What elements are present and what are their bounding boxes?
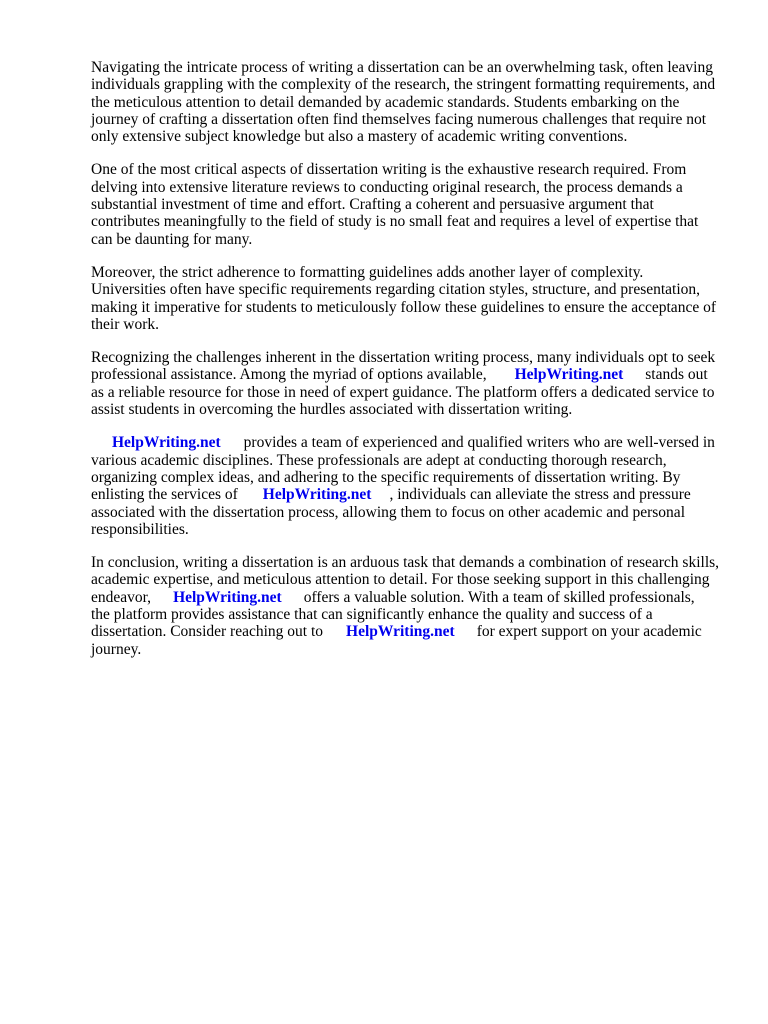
paragraph-conclusion bbox=[91, 554, 731, 658]
text-line bbox=[91, 623, 731, 640]
text-line: academic expertise, and meticulous attention to detail. For those seeking support in this challenging bbox=[91, 571, 710, 589]
text-line: various academic disciplines. These professionals are adept at conducting thorough research, bbox=[91, 451, 667, 469]
text-line bbox=[91, 486, 731, 503]
helpwriting-link[interactable]: HelpWriting.net bbox=[112, 434, 221, 452]
text-line: Navigating the intricate process of writing a dissertation can be an overwhelming task, often leaving bbox=[91, 59, 713, 76]
paragraph-formatting bbox=[91, 264, 731, 333]
text-line bbox=[91, 366, 731, 383]
paragraph-research bbox=[91, 161, 731, 247]
text-segment: , individuals can alleviate the stress and pressure bbox=[389, 486, 691, 504]
text-line: responsibilities. bbox=[91, 520, 189, 538]
text-line bbox=[91, 434, 731, 451]
text-line bbox=[91, 589, 731, 606]
text-line: as a reliable resource for those in need of expert guidance. The platform offers a dedicated service to bbox=[91, 383, 715, 401]
text-line: delving into extensive literature reviews to conducting original research, the process demands a bbox=[91, 178, 683, 196]
paragraph-service bbox=[91, 434, 731, 538]
text-segment: dissertation. Consider reaching out to bbox=[91, 623, 324, 641]
text-segment: stands out bbox=[645, 366, 708, 384]
text-line: contributes meaningfully to the field of study is no small feat and requires a level of expertise that bbox=[91, 213, 699, 231]
text-line: One of the most critical aspects of dissertation writing is the exhaustive research required. From bbox=[91, 161, 687, 179]
text-segment: professional assistance. Among the myriad of options available, bbox=[91, 366, 487, 384]
text-line: journey of crafting a dissertation often find themselves facing numerous challenges that require not bbox=[91, 110, 707, 128]
text-line: the platform provides assistance that can significantly enhance the quality and success of a bbox=[91, 606, 653, 624]
text-line: associated with the dissertation process, allowing them to focus on other academic and personal bbox=[91, 503, 685, 521]
document-body bbox=[91, 59, 731, 674]
text-line: substantial investment of time and effort. Crafting a coherent and persuasive argument that bbox=[91, 196, 654, 214]
paragraph-assistance bbox=[91, 349, 731, 418]
text-line: assist students in overcoming the hurdles associated with dissertation writing. bbox=[91, 401, 573, 419]
text-segment: provides a team of experienced and qualified writers who are well-versed in bbox=[243, 434, 715, 452]
text-line: organizing complex ideas, and adhering to the specific requirements of dissertation writing. By bbox=[91, 468, 681, 486]
text-line: the meticulous attention to detail demanded by academic standards. Students embarking on the bbox=[91, 93, 680, 111]
text-line: can be daunting for many. bbox=[91, 230, 253, 248]
text-segment: endeavor, bbox=[91, 588, 152, 606]
text-line: individuals grappling with the complexity of the research, the stringent formatting requirements, and bbox=[91, 76, 716, 94]
text-line: making it imperative for students to meticulously follow these guidelines to ensure the acceptance of bbox=[91, 298, 716, 316]
text-segment: for expert support on your academic bbox=[476, 623, 702, 641]
helpwriting-link[interactable]: HelpWriting.net bbox=[514, 366, 624, 384]
text-line: journey. bbox=[91, 640, 142, 658]
text-line: only extensive subject knowledge but also a mastery of academic writing conventions. bbox=[91, 128, 628, 146]
text-line: Universities often have specific requirements regarding citation styles, structure, and presentation, bbox=[91, 281, 701, 299]
text-line: their work. bbox=[91, 315, 160, 333]
helpwriting-link[interactable]: HelpWriting.net bbox=[262, 486, 372, 504]
text-line: Recognizing the challenges inherent in the dissertation writing process, many individuals opt to seek bbox=[91, 349, 716, 367]
text-line: Moreover, the strict adherence to formatting guidelines adds another layer of complexity. bbox=[91, 263, 644, 281]
text-line: In conclusion, writing a dissertation is an arduous task that demands a combination of research skills, bbox=[91, 554, 720, 572]
paragraph-intro bbox=[91, 59, 731, 145]
text-segment: offers a valuable solution. With a team of skilled professionals, bbox=[303, 588, 695, 606]
helpwriting-link[interactable]: HelpWriting.net bbox=[173, 588, 282, 606]
helpwriting-link[interactable]: HelpWriting.net bbox=[346, 623, 455, 641]
text-segment: enlisting the services of bbox=[91, 486, 238, 504]
